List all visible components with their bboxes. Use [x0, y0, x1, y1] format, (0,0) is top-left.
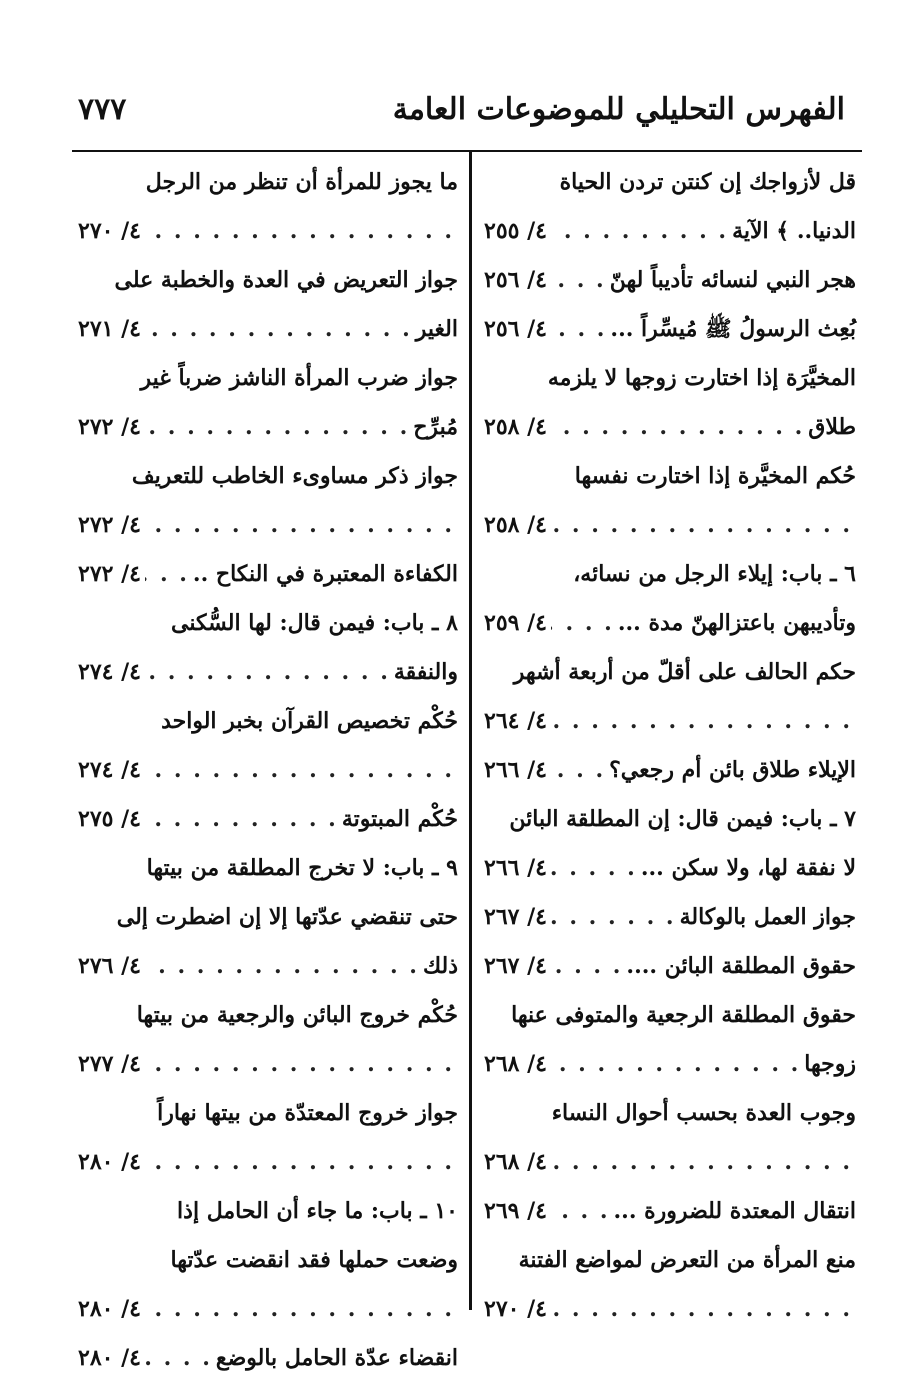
entry-text-line: زوجها: [804, 1051, 856, 1077]
entry-text-line: طلاق: [808, 414, 856, 440]
page-reference: ٤/ ٢٦٦: [484, 757, 547, 783]
page-reference: ٤/ ٢٦٧: [484, 904, 547, 930]
index-entry: [78, 158, 458, 256]
page-reference: ٤/ ٢٧٠: [78, 218, 141, 244]
dot-leader: [145, 746, 454, 795]
index-entry: [78, 354, 458, 452]
index-entry: [78, 1089, 458, 1187]
dot-leader: [551, 599, 614, 648]
dot-leader: [145, 1138, 454, 1187]
entry-text-line: جواز ذكر مساوىء الخاطب للتعريف: [131, 463, 458, 489]
page-header: [78, 92, 845, 140]
page-reference: ٤/ ٢٥٥: [484, 218, 547, 244]
index-entry: [78, 1334, 458, 1383]
page-reference: ٤/ ٢٨٠: [78, 1296, 141, 1322]
index-entry: [484, 991, 856, 1089]
entry-text-line: حُكْم المبتوتة: [341, 806, 458, 832]
entry-text-line: ٩ ـ باب: لا تخرج المطلقة من بيتها: [146, 855, 458, 881]
entry-text-line: ٦ ـ باب: إيلاء الرجل من نسائه،: [573, 561, 856, 587]
entry-text-line: الدنيا.. ﴾ الآية: [732, 218, 856, 244]
index-entry: [484, 795, 856, 893]
entry-text-line: الكفاءة المعتبرة في النكاح ..: [192, 561, 458, 587]
entry-text-line: ذلك: [422, 953, 458, 979]
page-reference: ٤/ ٢٧١: [78, 316, 141, 342]
entry-text-line: ما يجوز للمرأة أن تنظر من الرجل: [145, 169, 458, 195]
index-entry: [484, 648, 856, 746]
page-reference: ٤/ ٢٧٤: [78, 659, 141, 685]
dot-leader: [551, 697, 852, 746]
dot-leader: [551, 1040, 800, 1089]
index-entry: [484, 746, 856, 795]
index-entry: [78, 844, 458, 991]
page-number: ٧٧٧: [78, 92, 127, 127]
index-entry: [78, 550, 458, 599]
index-column-left: [78, 158, 458, 1383]
dot-leader: [551, 1138, 852, 1187]
dot-leader: [551, 207, 728, 256]
index-entry: [78, 452, 458, 550]
dot-leader: [551, 893, 676, 942]
entry-text-line: حُكْم خروج البائن والرجعية من بيتها: [136, 1002, 458, 1028]
entry-text-line: وجوب العدة بحسب أحوال النساء: [551, 1100, 856, 1126]
index-entry: [484, 550, 856, 648]
entry-text-line: حكم الحالف على أقلّ من أربعة أشهر: [513, 659, 856, 685]
index-entry: [78, 1187, 458, 1334]
index-entry: [484, 1089, 856, 1187]
index-entry: [484, 354, 856, 452]
page-reference: ٤/ ٢٥٩: [484, 610, 547, 636]
dot-leader: [145, 795, 338, 844]
dot-leader: [551, 305, 606, 354]
dot-leader: [145, 1285, 454, 1334]
dot-leader: [145, 305, 412, 354]
header-rule: [72, 150, 862, 152]
entry-text-line: مُبرِّح: [413, 414, 458, 440]
page-reference: ٤/ ٢٧٧: [78, 1051, 141, 1077]
page-reference: ٤/ ٢٥٨: [484, 414, 547, 440]
entry-text-line: حقوق المطلقة الرجعية والمتوفى عنها: [511, 1002, 856, 1028]
entry-text-line: وضعت حملها فقد انقضت عدّتها: [170, 1247, 458, 1273]
dot-leader: [145, 403, 409, 452]
entry-text-line: جواز العمل بالوكالة: [679, 904, 856, 930]
index-entry: [484, 1187, 856, 1236]
index-entry: [484, 942, 856, 991]
index-entry: [484, 1236, 856, 1334]
entry-text-line: ١٠ ـ باب: ما جاء أن الحامل إذا: [177, 1198, 458, 1224]
entry-text-line: انقضاء عدّة الحامل بالوضع: [215, 1345, 458, 1371]
entry-text-line: المخيَّرَة إذا اختارت زوجها لا يلزمه: [547, 365, 856, 391]
dot-leader: [551, 746, 605, 795]
dot-leader: [145, 207, 454, 256]
page-reference: ٤/ ٢٦٩: [484, 1198, 547, 1224]
index-entry: [484, 452, 856, 550]
index-entry: [78, 991, 458, 1089]
dot-leader: [145, 648, 390, 697]
entry-text-line: منع المرأة من التعرض لمواضع الفتنة: [518, 1247, 856, 1273]
entry-text-line: الإيلاء طلاق بائن أم رجعي؟: [609, 757, 856, 783]
page-reference: ٤/ ٢٧٦: [78, 953, 141, 979]
entry-text-line: انتقال المعتدة للضرورة ...: [613, 1198, 856, 1224]
page-reference: ٤/ ٢٥٨: [484, 512, 547, 538]
entry-text-line: وتأديبهن باعتزالهنّ مدة ...: [617, 610, 856, 636]
page-reference: ٤/ ٢٦٤: [484, 708, 547, 734]
entry-text-line: ٨ ـ باب: فيمن قال: لها السُّكنى: [171, 610, 458, 636]
dot-leader: [551, 844, 637, 893]
entry-text-line: ٧ ـ باب: فيمن قال: إن المطلقة البائن: [509, 806, 856, 832]
page-title: الفهرس التحليلي للموضوعات العامة: [392, 92, 845, 127]
page-reference: ٤/ ٢٧٤: [78, 757, 141, 783]
dot-leader: [145, 550, 189, 599]
dot-leader: [551, 501, 852, 550]
column-divider: [469, 150, 472, 1310]
entry-text-line: والنفقة: [393, 659, 458, 685]
index-entry: [78, 599, 458, 697]
page-reference: ٤/ ٢٦٧: [484, 953, 547, 979]
dot-leader: [145, 942, 419, 991]
index-entry: [484, 158, 856, 256]
entry-text-line: بُعِث الرسولُ ﷺ مُيسِّراً ...: [610, 316, 856, 342]
page-reference: ٤/ ٢٥٦: [484, 316, 547, 342]
index-entry: [78, 256, 458, 354]
page-reference: ٤/ ٢٥٦: [484, 267, 547, 293]
page-reference: ٤/ ٢٧٢: [78, 512, 141, 538]
page-reference: ٤/ ٢٨٠: [78, 1345, 141, 1371]
page-reference: ٤/ ٢٧٥: [78, 806, 141, 832]
entry-text-line: جواز ضرب المرأة الناشز ضرباً غير: [140, 365, 458, 391]
index-entry: [78, 697, 458, 795]
page-reference: ٤/ ٢٦٦: [484, 855, 547, 881]
index-entry: [484, 305, 856, 354]
index-column-right: [484, 158, 856, 1334]
entry-text-line: حقوق المطلقة البائن ....: [626, 953, 856, 979]
dot-leader: [551, 403, 804, 452]
entry-text-line: حُكم المخيَّرة إذا اختارت نفسها: [574, 463, 856, 489]
entry-text-line: جواز خروج المعتدّة من بيتها نهاراً: [157, 1100, 458, 1126]
dot-leader: [551, 942, 622, 991]
dot-leader: [551, 1285, 852, 1334]
dot-leader: [145, 1040, 454, 1089]
page-reference: ٤/ ٢٧٠: [484, 1296, 547, 1322]
index-entry: [484, 893, 856, 942]
page-reference: ٤/ ٢٦٨: [484, 1149, 547, 1175]
dot-leader: [145, 501, 454, 550]
entry-text-line: هجر النبي لنسائه تأديباً لهنّ: [609, 267, 856, 293]
page-reference: ٤/ ٢٦٨: [484, 1051, 547, 1077]
entry-text-line: جواز التعريض في العدة والخطبة على: [114, 267, 458, 293]
page-reference: ٤/ ٢٨٠: [78, 1149, 141, 1175]
index-entry: [78, 795, 458, 844]
entry-text-line: الغير: [415, 316, 458, 342]
index-entry: [484, 256, 856, 305]
page-reference: ٤/ ٢٧٢: [78, 414, 141, 440]
dot-leader: [145, 1334, 212, 1383]
entry-text-line: حتى تنقضي عدّتها إلا إن اضطرت إلى: [116, 904, 458, 930]
dot-leader: [551, 256, 606, 305]
entry-text-line: قل لأزواجك إن كنتن تردن الحياة: [559, 169, 856, 195]
entry-text-line: حُكْم تخصيص القرآن بخبر الواحد: [161, 708, 458, 734]
dot-leader: [551, 1187, 610, 1236]
entry-text-line: لا نفقة لها، ولا سكن ...: [640, 855, 856, 881]
page-reference: ٤/ ٢٧٢: [78, 561, 141, 587]
